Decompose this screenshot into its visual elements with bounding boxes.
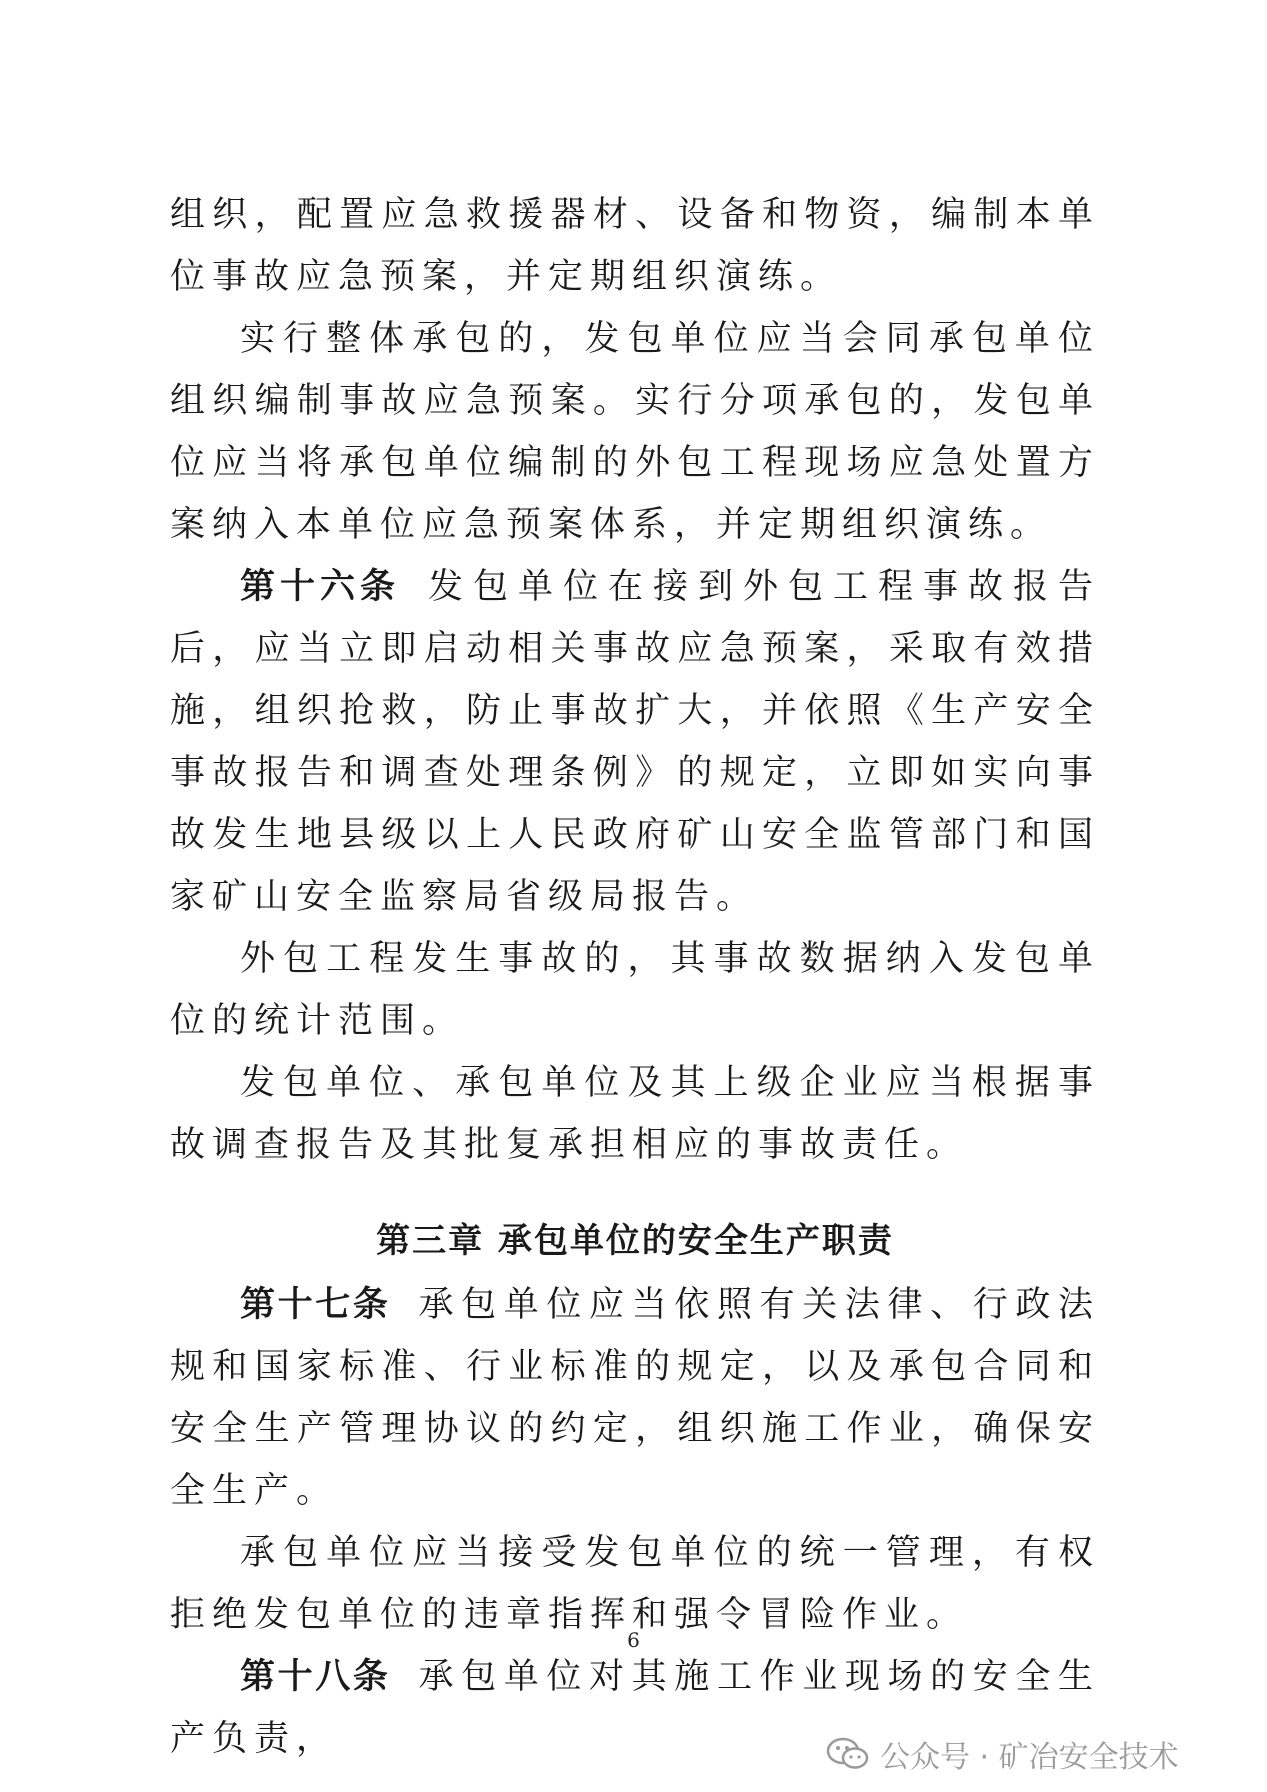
chapter-heading: 第三章 承包单位的安全生产职责 bbox=[376, 1221, 894, 1261]
paragraph: 承包单位应当接受发包单位的统一管理，有权拒绝发包单位的违章指挥和强令冒险作业。 bbox=[170, 1533, 1100, 1635]
article-number: 第十七条 bbox=[240, 1285, 391, 1325]
wechat-icon bbox=[826, 1736, 870, 1772]
article-16 bbox=[170, 556, 1100, 928]
paragraph: 发包单位、承包单位及其上级企业应当根据事故调查报告及其批复承担相应的事故责任。 bbox=[170, 1063, 1100, 1165]
document-body bbox=[170, 184, 1100, 1770]
watermark bbox=[826, 1732, 1179, 1776]
article-number: 第十六条 bbox=[240, 567, 400, 607]
article-text: 承包单位对其施工作业现场的安全生产负责， bbox=[170, 1657, 1100, 1759]
watermark-text: 公众号 · 矿冶安全技术 bbox=[880, 1740, 1179, 1775]
paragraph-continuation: 组织，配置应急救援器材、设备和物资，编制本单位事故应急预案，并定期组织演练。 bbox=[170, 195, 1100, 297]
article-number: 第十八条 bbox=[240, 1657, 391, 1697]
page-number: 6 bbox=[627, 1628, 640, 1652]
article-text: 承包单位应当依照有关法律、行政法规和国家标准、行业标准的规定，以及承包合同和安全生产管理协议的约定，组织施工作业，确保安全生产。 bbox=[170, 1285, 1100, 1511]
paragraph: 外包工程发生事故的，其事故数据纳入发包单位的统计范围。 bbox=[170, 939, 1100, 1041]
article-17 bbox=[170, 1274, 1100, 1522]
article-text: 发包单位在接到外包工程事故报告后，应当立即启动相关事故应急预案，采取有效措施，组织抢救，防止事故扩大，并依照《生产安全事故报告和调查处理条例》的规定，立即如实向事故发生地县级以上人民政府矿山安全监管部门和国家矿山安全监察局省级局报告。 bbox=[170, 567, 1100, 917]
paragraph: 实行整体承包的，发包单位应当会同承包单位组织编制事故应急预案。实行分项承包的，发包单位应当将承包单位编制的外包工程现场应急处置方案纳入本单位应急预案体系，并定期组织演练。 bbox=[170, 319, 1100, 545]
